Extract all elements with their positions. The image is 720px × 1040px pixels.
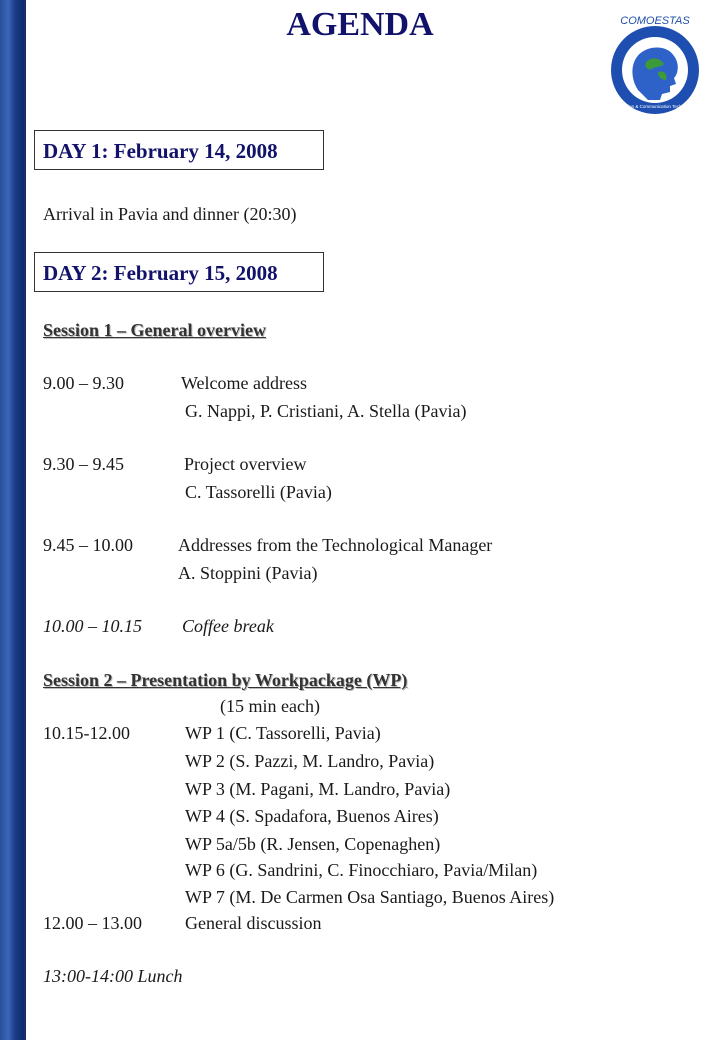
- day1-heading: DAY 1: February 14, 2008: [34, 130, 324, 170]
- item2-detail: C. Tassorelli (Pavia): [185, 482, 332, 502]
- lunch-text: 13:00-14:00 Lunch: [43, 966, 183, 986]
- session2-title: Session 2 – Presentation by Workpackage (WP): [43, 670, 408, 690]
- wp-item: WP 2 (S. Pazzi, M. Landro, Pavia): [185, 751, 435, 771]
- item2-label: Project overview: [184, 454, 307, 474]
- wp-item: WP 6 (G. Sandrini, C. Finocchiaro, Pavia/Milan): [185, 860, 538, 880]
- session2-time: 10.15-12.00: [43, 723, 130, 743]
- discussion-time: 12.00 – 13.00: [43, 913, 142, 933]
- page-title: AGENDA: [286, 6, 434, 43]
- wp-item: WP 5a/5b (R. Jensen, Copenaghen): [185, 834, 441, 854]
- wp-item: WP 4 (S. Spadafora, Buenos Aires): [185, 806, 439, 826]
- coffee-label: Coffee break: [182, 616, 274, 636]
- item1-time: 9.00 – 9.30: [43, 373, 124, 393]
- day1-text: Arrival in Pavia and dinner (20:30): [43, 204, 297, 224]
- coffee-time: 10.00 – 10.15: [43, 616, 142, 636]
- item1-label: Welcome address: [181, 373, 307, 393]
- wp-item: WP 3 (M. Pagani, M. Landro, Pavia): [185, 779, 451, 799]
- discussion-label: General discussion: [185, 913, 322, 933]
- item3-label: Addresses from the Technological Manager: [178, 535, 493, 555]
- session2-subtitle: (15 min each): [220, 696, 320, 716]
- day2-heading: DAY 2: February 15, 2008: [34, 252, 324, 292]
- item3-detail: A. Stoppini (Pavia): [178, 563, 318, 583]
- sidebar-stripe: [0, 0, 24, 1040]
- wp-item: WP 7 (M. De Carmen Osa Santiago, Buenos Aires): [185, 887, 555, 907]
- session1-title: Session 1 – General overview: [43, 320, 266, 340]
- item3-time: 9.45 – 10.00: [43, 535, 133, 555]
- comoestas-logo: [600, 8, 710, 118]
- wp-item: WP 1 (C. Tassorelli, Pavia): [185, 723, 381, 743]
- logo-ring-text: Information & Communication Technologies: [611, 104, 699, 109]
- item2-time: 9.30 – 9.45: [43, 454, 124, 474]
- item1-detail: G. Nappi, P. Cristiani, A. Stella (Pavia): [185, 401, 467, 421]
- sidebar-divider: [24, 0, 26, 1040]
- logo-arc-text: COMOESTAS: [620, 15, 690, 27]
